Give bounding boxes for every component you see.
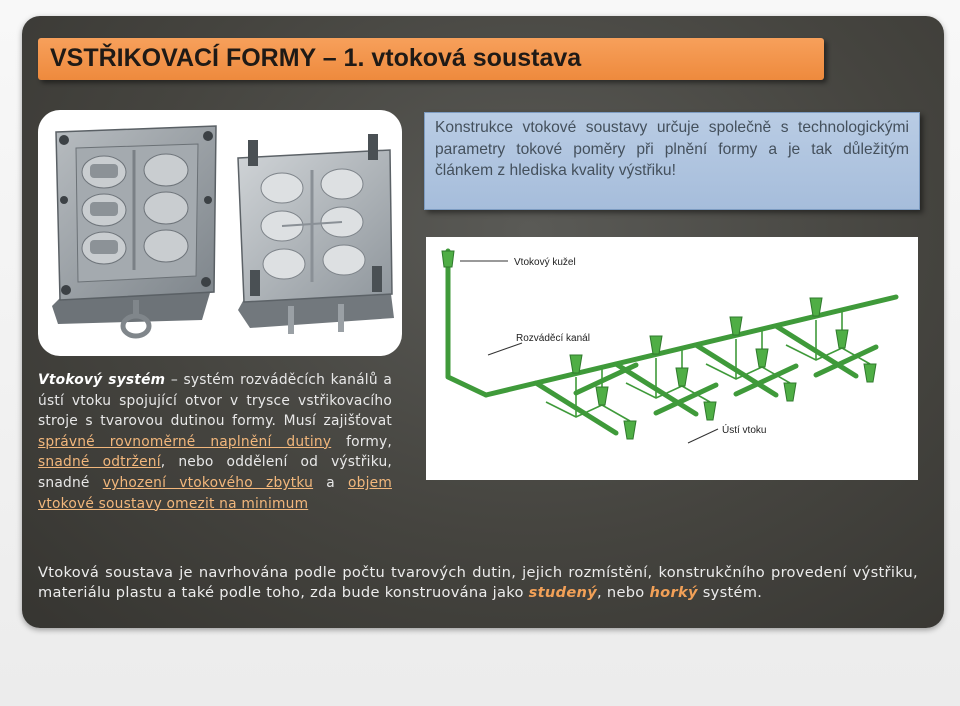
description-text-2: formy,: [331, 433, 392, 450]
description-link-1: správné rovnoměrné naplnění dutiny: [38, 433, 332, 450]
description-link-4: objem vtokové soustavy omezit na minimum: [38, 474, 392, 512]
bottom-text-2: , nebo: [597, 584, 650, 602]
description-text-4: a: [313, 474, 349, 491]
runner-system-illustration: [426, 237, 918, 480]
slide-title: VSTŘIKOVACÍ FORMY – 1. vtoková soustava: [50, 44, 582, 72]
note-callout: [424, 112, 920, 210]
description-text-1: – systém rozváděcích kanálů a ústí vtoku spojující otvor v trysce vstřikovacího stroje s tvarovou dutinou formy. Musí zajišťovat: [38, 372, 392, 430]
bottom-cold: studený: [528, 584, 598, 602]
mold-photo: [38, 110, 402, 356]
runner-diagram: [426, 237, 918, 480]
note-text: Konstrukce vtokové soustavy určuje společně s technologickými parametry tokové poměry při plnění formy a je tak důležitým článkem z hlediska kvality výstřiku!: [435, 119, 909, 179]
bottom-text-1: Vtoková soustava je navrhována podle počtu tvarových dutin, jejich rozmístění, konstrukčního provedení výstřiku, materiálu plastu a také podle toho, zda bude konstruována jako: [38, 564, 918, 602]
description-link-3: vyhození vtokového zbytku: [102, 474, 314, 491]
label-runner: Rozváděcí kanál: [516, 333, 590, 344]
description-paragraph: [38, 370, 392, 514]
description-term: Vtokový systém: [38, 372, 166, 388]
label-sprue: Vtokový kužel: [514, 257, 576, 268]
bottom-hot: horký: [649, 584, 698, 602]
mold-illustration: [38, 110, 402, 356]
description-text-3: , nebo oddělení od výstřiku, snadné: [38, 454, 392, 491]
title-bar: [38, 38, 824, 80]
label-gate: Ústí vtoku: [722, 425, 767, 436]
description-link-2: snadné odtržení: [38, 454, 161, 471]
bottom-text-3: systém.: [697, 584, 763, 602]
bottom-paragraph: [38, 563, 918, 604]
